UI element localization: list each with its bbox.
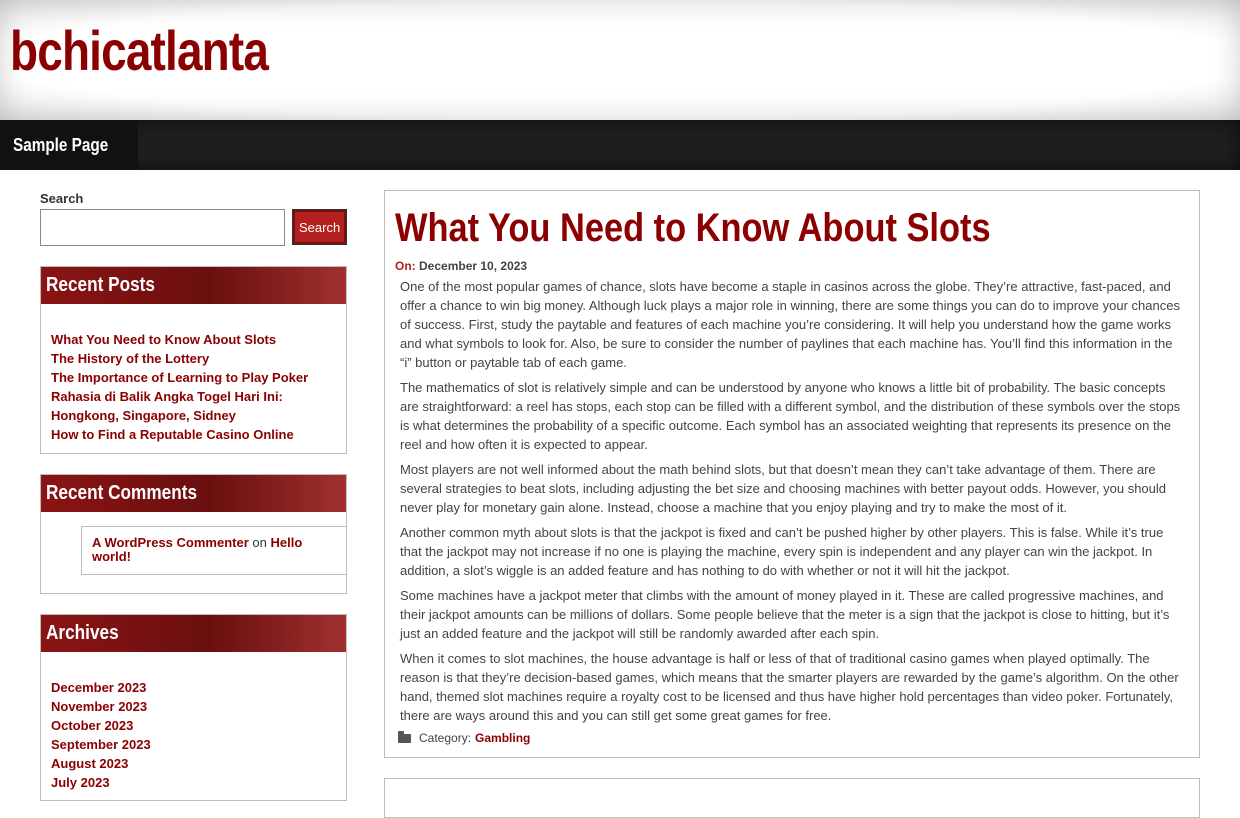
widget-title bbox=[41, 615, 346, 652]
recent-comments-widget bbox=[40, 474, 347, 594]
recent-post-link[interactable]: The History of the Lottery bbox=[51, 351, 210, 366]
widget-title bbox=[41, 475, 346, 512]
comment-connector: on bbox=[252, 535, 267, 550]
search-label: Search bbox=[40, 191, 84, 206]
folder-open-icon bbox=[398, 734, 411, 743]
search-form bbox=[40, 209, 347, 246]
post-date: December 10, 2023 bbox=[419, 259, 528, 273]
search-input[interactable] bbox=[40, 209, 285, 246]
archive-link[interactable]: October 2023 bbox=[51, 718, 134, 733]
post-title[interactable]: What You Need to Know About Slots bbox=[395, 206, 991, 250]
post-paragraph: One of the most popular games of chance, slots have become a staple in casinos across the globe. They’re attractive, fast-paced, and offer a chance to win big money. Although luck plays a major role in winning, there are some things you can do to improve your chances of success. First, study the paytable and features of each machine you’re considering. It will help you understand how the game works and what symbols to look for. Also, be sure to consider the number of paylines that each machine has. You’ll find this information in the “i” button or paytable tab of each game. bbox=[400, 279, 1180, 370]
site-title[interactable]: bchicatlanta bbox=[10, 19, 269, 82]
archive-link[interactable]: November 2023 bbox=[51, 699, 148, 714]
archive-link[interactable]: August 2023 bbox=[51, 756, 129, 771]
category-label: Category: bbox=[419, 731, 472, 745]
comment-post-link[interactable]: Hello world! bbox=[92, 535, 303, 564]
archives-list bbox=[41, 652, 346, 800]
post-paragraph: The mathematics of slot is relatively simple and can be understood by anyone who knows a little bit of probability. The basic concepts are straightforward: a reel has stops, each stop can be filled with a different symbol, and the distribution of these symbols over the stops is what determines the probability of a specific outcome. Each symbol has an associated weighting that represents its presence on the reel and how often it is expected to appear. bbox=[400, 380, 1181, 452]
recent-posts-list bbox=[41, 304, 346, 453]
post-paragraph: When it comes to slot machines, the house advantage is half or less of that of traditional casino games when played optimally. The reason is that they’re decision-based games, which means that the smarter players are rewarded by the game’s algorithm. On the other hand, themed slot machines require a royalty cost to be licensed and thus have higher hold percentages than video poker. Fortunately, there are ways around this and you can still get some great games for free. bbox=[400, 651, 1179, 723]
recent-posts-title: Recent Posts bbox=[46, 274, 155, 296]
post-paragraph: Another common myth about slots is that the jackpot is fixed and can’t be pushed higher by other players. This is false. While it’s true that the jackpot may not increase if no one is playing the machine, every spin is independent and any player can win the jackpot. In addition, a slot’s wiggle is an added feature and has nothing to do with whether or not it will hit the jackpot. bbox=[400, 525, 1164, 578]
archive-link[interactable]: September 2023 bbox=[51, 737, 151, 752]
recent-post-link[interactable]: What You Need to Know About Slots bbox=[51, 332, 277, 347]
recent-post-link[interactable]: How to Find a Reputable Casino Online bbox=[51, 427, 294, 442]
archive-link[interactable]: July 2023 bbox=[51, 775, 110, 790]
comment-author-link[interactable]: A WordPress Commenter bbox=[92, 535, 249, 550]
recent-post-link[interactable]: Rahasia di Balik Angka Togel Hari Ini: Hongkong, Singapore, Sidney bbox=[51, 389, 283, 423]
recent-posts-widget bbox=[40, 266, 347, 454]
post-category bbox=[398, 731, 1199, 745]
main-navigation bbox=[0, 120, 1240, 170]
sidebar bbox=[40, 190, 347, 801]
nav-item-label: Sample Page bbox=[13, 134, 109, 155]
post-paragraph: Some machines have a jackpot meter that climbs with the amount of money played in it. These are called progressive machines, and their jackpot amounts can be millions of dollars. Some people believe that the meter is a sign that the jackpot is close to hitting, but it’s just an added feature and the jackpot will still be randomly awarded after each spin. bbox=[400, 588, 1170, 641]
post-date-label: On: bbox=[395, 259, 416, 273]
site-header bbox=[0, 0, 1240, 120]
archive-link[interactable]: December 2023 bbox=[51, 680, 147, 695]
archives-title: Archives bbox=[46, 622, 119, 644]
recent-comments-title: Recent Comments bbox=[46, 482, 198, 504]
widget-title bbox=[41, 267, 346, 304]
post-meta bbox=[395, 259, 1199, 273]
post-content bbox=[400, 277, 1183, 725]
category-link[interactable]: Gambling bbox=[475, 731, 531, 745]
comment-item bbox=[81, 526, 347, 575]
search-button[interactable]: Search bbox=[292, 209, 347, 245]
recent-post-link[interactable]: The Importance of Learning to Play Poker bbox=[51, 370, 309, 385]
archives-widget bbox=[40, 614, 347, 801]
nav-item-sample-page[interactable] bbox=[0, 120, 138, 170]
post-article bbox=[384, 190, 1200, 758]
next-post-card bbox=[384, 778, 1200, 818]
post-paragraph: Most players are not well informed about the math behind slots, but that doesn’t mean they can’t take advantage of them. There are several strategies to beat slots, including adjusting the bet size and choosing machines with better payout odds. However, you should never play for monetary gain alone. Instead, choose a machine that you enjoy playing and try to make the most of it. bbox=[400, 462, 1167, 515]
